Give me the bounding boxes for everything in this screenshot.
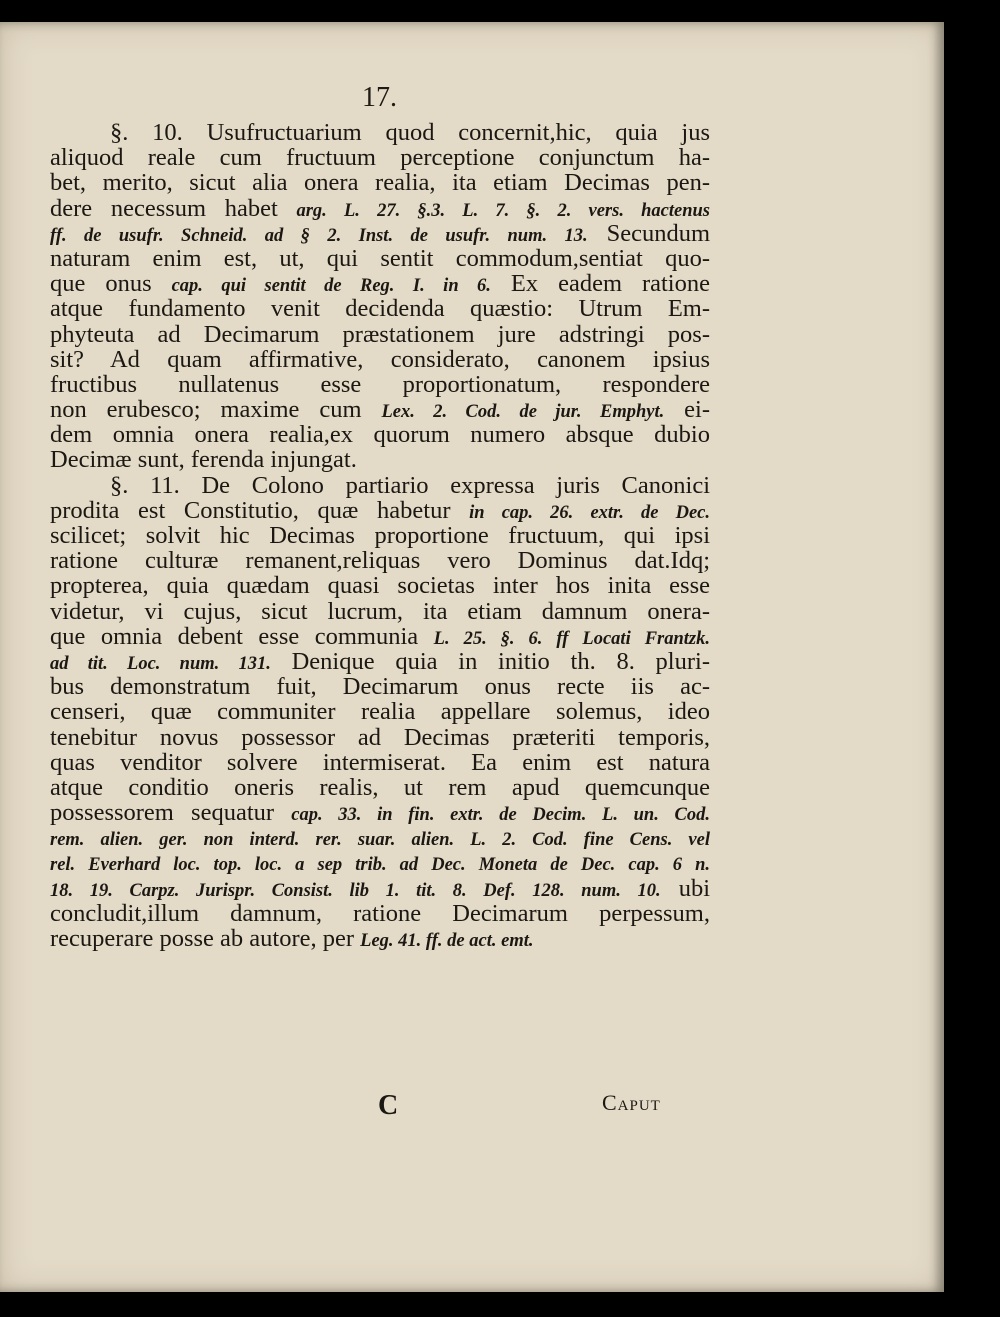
text-line <box>50 699 710 724</box>
text-segment: que onus <box>50 270 172 298</box>
legal-citation: L. 25. §. 6. ff Locati Frantzk. <box>433 628 710 649</box>
text-line <box>50 599 710 624</box>
text-segment: quas venditor solvere intermiserat. Ea enim est natura <box>50 748 710 776</box>
text-segment: Denique quia in initio th. 8. pluri- <box>270 647 710 675</box>
text-segment: scilicet; solvit hic Decimas proportione fructuum, qui ipsi <box>50 522 710 549</box>
text-segment: aliquod reale cum fructuum perceptione conjunctum ha- <box>50 144 710 172</box>
text-line <box>50 170 710 195</box>
text-line <box>50 498 710 523</box>
text-segment: ei- <box>664 396 710 424</box>
text-line <box>50 901 710 926</box>
text-line <box>50 221 710 246</box>
legal-citation: rem. alien. ger. non interd. rer. suar. alien. L. 2. Cod. fine Cens. vel <box>50 830 710 851</box>
text-segment: concludit,illum damnum, ratione Decimarum perpessum, <box>50 899 710 927</box>
legal-citation: 18. 19. Carpz. Jurispr. Consist. lib 1. tit. 8. Def. 128. num. 10. <box>50 880 661 901</box>
text-segment: Secundum <box>587 219 710 247</box>
catchword: Caput <box>602 1090 661 1115</box>
text-segment: non erubesco; maxime cum <box>50 396 382 424</box>
legal-citation: Lex. 2. Cod. de jur. Emphyt. <box>381 402 665 423</box>
text-segment: §. 11. De Colono partiario expressa juris Canonici <box>110 471 710 499</box>
legal-citation: in cap. 26. extr. de Dec. <box>469 502 710 523</box>
text-segment: atque conditio oneris realis, ut rem apud quemcunque <box>50 773 710 801</box>
text-segment: sit? Ad quam affirmative, considerato, canonem ipsius <box>50 345 710 373</box>
text-line <box>50 800 710 825</box>
text-line <box>50 397 710 422</box>
text-line <box>50 750 710 775</box>
legal-citation: cap. 33. in fin. extr. de Decim. L. un. Cod. <box>291 805 711 826</box>
text-line <box>50 196 710 221</box>
text-segment: Ex eadem ratione <box>490 270 710 298</box>
text-line <box>50 296 710 321</box>
text-segment: prodita est Constitutio, quæ habetur <box>50 496 470 524</box>
text-line <box>50 473 710 498</box>
body-text <box>50 120 710 951</box>
text-line <box>50 322 710 347</box>
text-line <box>50 422 710 447</box>
text-line <box>50 120 710 145</box>
legal-citation: rel. Everhard loc. top. loc. a sep trib. ad Dec. Moneta de Dec. cap. 6 n. <box>50 855 710 876</box>
text-segment: dere necessum habet <box>50 194 297 222</box>
text-line <box>50 725 710 750</box>
text-segment: fructibus nullatenus esse proportionatum, respondere <box>50 370 710 398</box>
legal-citation: ad tit. Loc. num. 131. <box>50 653 271 674</box>
text-segment: phyteuta ad Decimarum præstationem jure adstringi pos- <box>50 320 710 348</box>
text-segment: atque fundamento venit decidenda quæstio: Utrum Em- <box>50 295 710 323</box>
text-line <box>50 926 710 951</box>
text-line <box>50 624 710 649</box>
text-segment: ratione culturæ remanent,reliquas vero Dominus dat.Idq; <box>50 547 710 575</box>
text-line <box>50 372 710 397</box>
text-line <box>50 246 710 271</box>
text-segment: naturam enim est, ut, qui sentit commodum,sentiat quo- <box>50 244 710 272</box>
legal-citation: cap. qui sentit de Reg. I. in 6. <box>171 276 491 297</box>
legal-citation: arg. L. 27. §.3. L. 7. §. 2. vers. hactenus <box>296 200 711 221</box>
text-segment: dem omnia onera realia,ex quorum numero absque dubio <box>50 421 710 449</box>
text-segment: bus demonstratum fuit, Decimarum onus recte iis ac- <box>50 673 710 701</box>
text-segment: propterea, quia quædam quasi societas inter hos inita esse <box>50 572 710 600</box>
book-page <box>0 22 944 1292</box>
text-line <box>50 649 710 674</box>
text-line <box>50 573 710 598</box>
text-segment: bet, merito, sicut alia onera realia, ita etiam Decimas pen- <box>50 169 710 197</box>
text-line <box>50 347 710 372</box>
text-segment: videtur, vi cujus, sicut lucrum, ita etiam damnum onera- <box>50 597 710 625</box>
page-number: 17. <box>362 82 397 113</box>
text-line <box>50 850 710 875</box>
text-segment: possessorem sequatur <box>50 799 292 827</box>
text-segment: §. 10. Usufructuarium quod concernit,hic, quia jus <box>110 119 710 146</box>
text-segment: tenebitur novus possessor ad Decimas præteriti temporis, <box>50 723 710 751</box>
text-segment: que omnia debent esse communia <box>50 622 434 650</box>
text-line <box>50 271 710 296</box>
text-line <box>50 775 710 800</box>
text-line <box>50 447 710 472</box>
text-line <box>50 825 710 850</box>
text-line <box>50 548 710 573</box>
text-segment: Decimæ sunt, ferenda injungat. <box>50 446 357 474</box>
text-line <box>50 145 710 170</box>
text-line <box>50 523 710 548</box>
text-segment: censeri, quæ communiter realia appellare solemus, ideo <box>50 698 710 726</box>
text-line <box>50 674 710 699</box>
legal-citation: Leg. 41. ff. de act. emt. <box>360 931 534 951</box>
signature-mark: C <box>378 1090 399 1121</box>
text-segment: ubi <box>660 874 710 902</box>
legal-citation: ff. de usufr. Schneid. ad § 2. Inst. de usufr. num. 13. <box>50 225 588 246</box>
text-segment: recuperare posse ab autore, per <box>50 925 361 952</box>
text-line <box>50 876 710 901</box>
